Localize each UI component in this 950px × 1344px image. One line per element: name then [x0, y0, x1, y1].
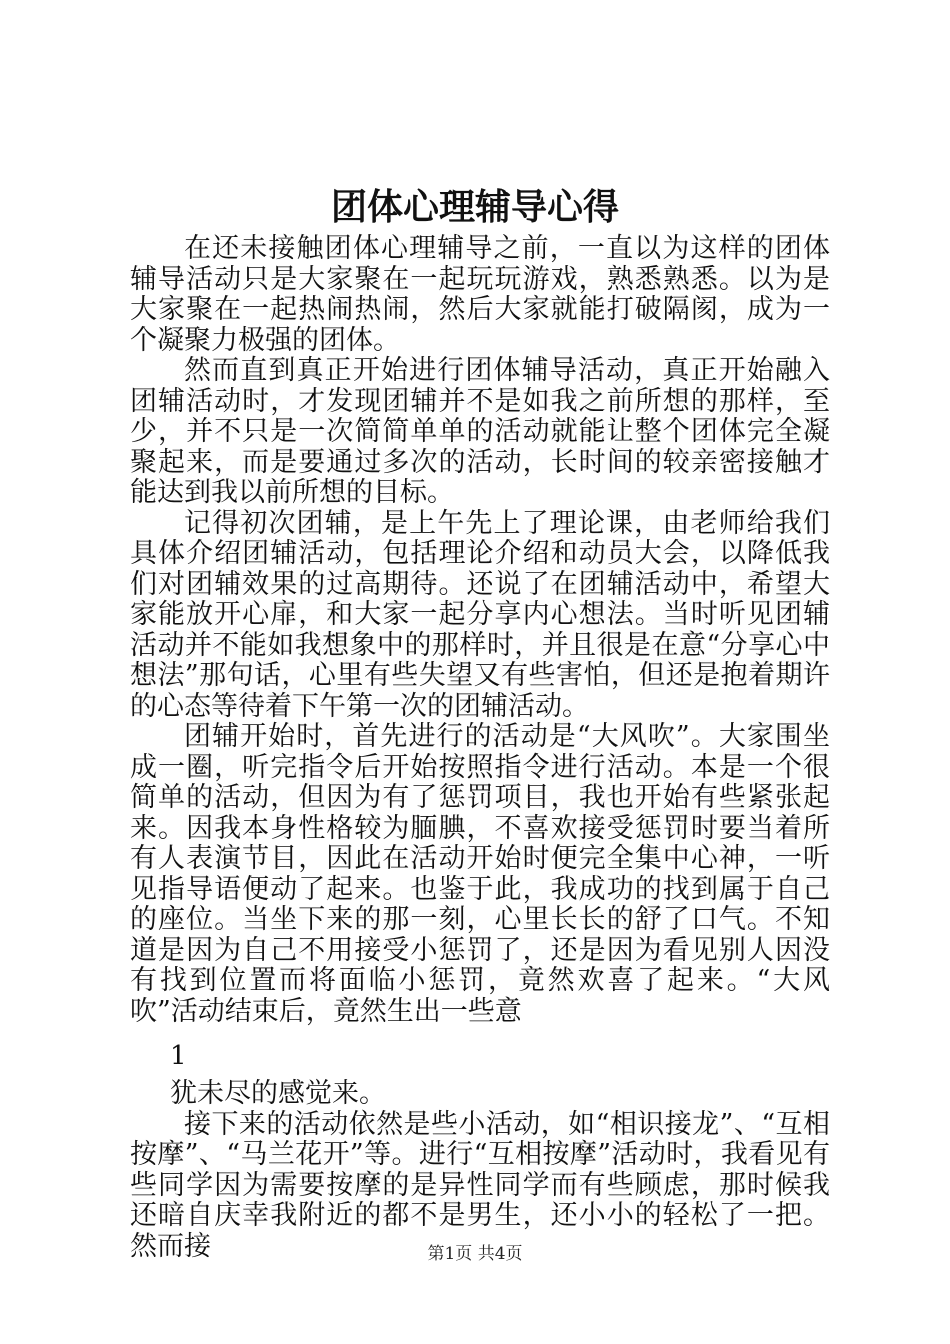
document-title: 团体心理辅导心得 — [330, 187, 619, 228]
document-body — [130, 234, 830, 1262]
paragraph-continuation: 犹未尽的感觉来。 — [170, 1078, 386, 1109]
paragraph-5: 接下来的活动依然是些小活动，如“相识接龙”、“互相按摩”、“马兰花开”等。进行“互相按摩”活动时，我看见有些同学因为需要按摩的是异性同学而有些顾虑，那时候我还暗自庆幸我附近的都不是男生，还小小的轻松了一把。然而接 — [130, 1108, 830, 1262]
inline-page-number: 1 — [170, 1041, 187, 1071]
paragraph-1: 在还未接触团体心理辅导之前，一直以为这样的团体辅导活动只是大家聚在一起玩玩游戏，熟悉熟悉。以为是大家聚在一起热闹热闹，然后大家就能打破隔阂，成为一个凝聚力极强的团体。 — [130, 233, 830, 356]
paragraph-3: 记得初次团辅，是上午先上了理论课，由老师给我们具体介绍团辅活动，包括理论介绍和动员大会，以降低我们对团辅效果的过高期待。还说了在团辅活动中，希望大家能放开心扉，和大家一起分享内心想法。当时听见团辅活动并不能如我想象中的那样时，并且很是在意“分享心中想法”那句话，心里有些失望又有些害怕，但还是抱着期许的心态等待着下午第一次的团辅活动。 — [130, 507, 830, 722]
page-footer: 第1页 共4页 — [427, 1244, 523, 1264]
paragraph-4: 团辅开始时，首先进行的活动是“大风吹”。大家围坐成一圈，听完指令后开始按照指令进行活动。本是一个很简单的活动，但因为有了惩罚项目，我也开始有些紧张起来。因我本身性格较为腼腆，不喜欢接受惩罚时要当着所有人表演节目，因此在活动开始时便完全集中心神，一听见指导语便动了起来。也鉴于此，我成功的找到属于自己的座位。当坐下来的那一刻，心里长长的舒了口气。不知道是因为自己不用接受小惩罚了，还是因为看见别人因没有找到位置而将面临小惩罚，竟然欢喜了起来。“大风吹”活动结束后，竟然生出一些意 — [130, 721, 830, 1027]
paragraph-2: 然而直到真正开始进行团体辅导活动，真正开始融入团辅活动时，才发现团辅并不是如我之前所想的那样，至少，并不只是一次简简单单的活动就能让整个团体完全凝聚起来，而是要通过多次的活动，长时间的较亲密接触才能达到我以前所想的目标。 — [130, 355, 830, 508]
